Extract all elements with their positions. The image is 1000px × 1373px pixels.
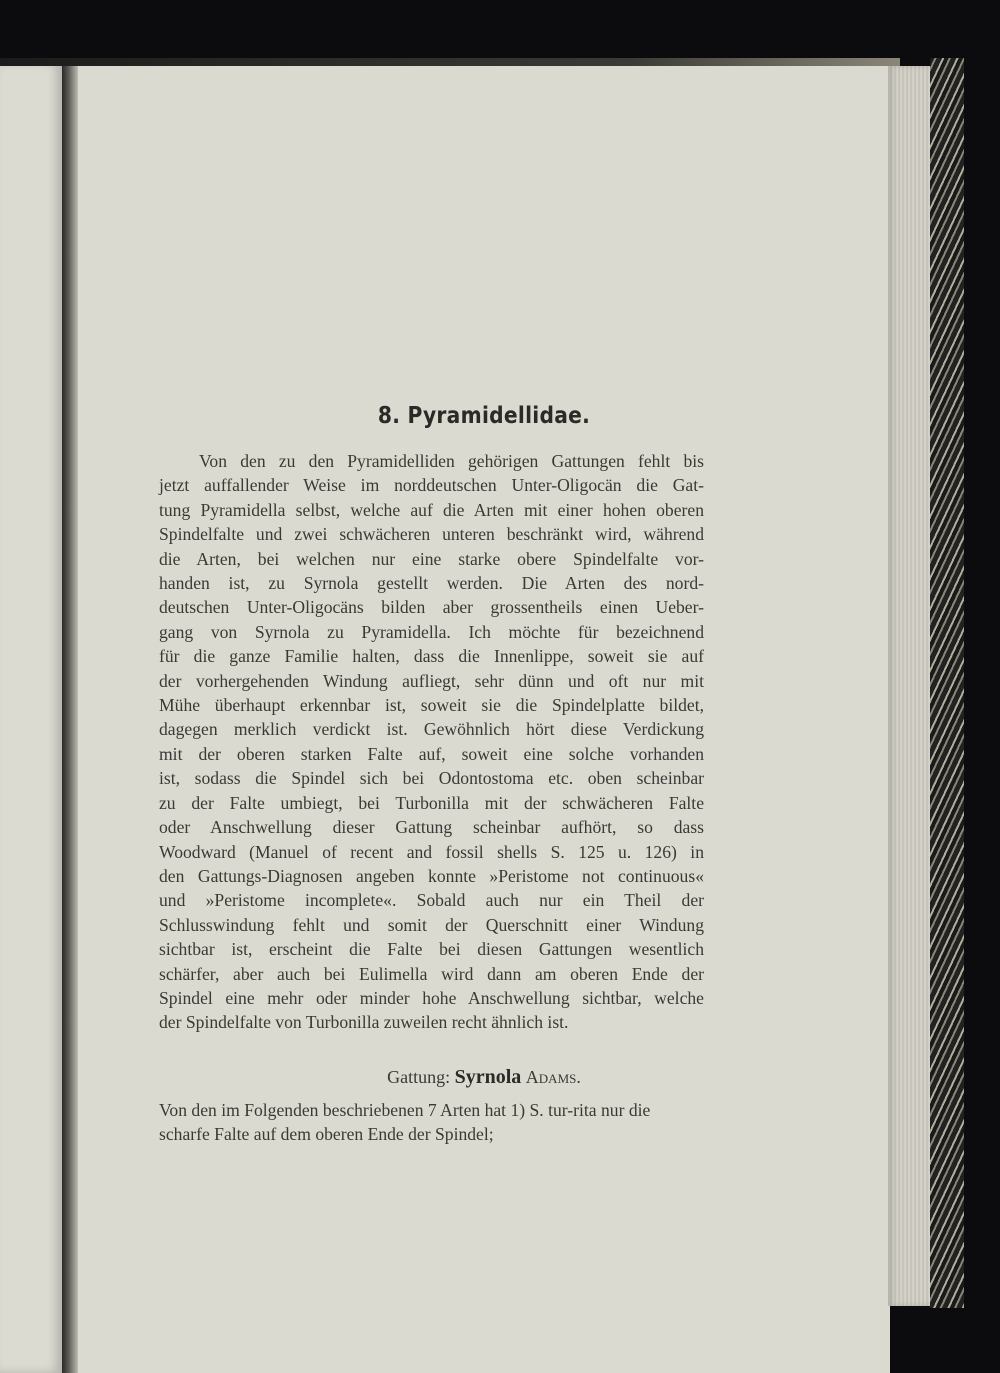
text-line: und »Peristome incomplete«. Sobald auch nur ein Theil der (159, 890, 704, 911)
text-line: oder Anschwellung dieser Gattung scheinbar aufhört, so dass (159, 817, 704, 838)
section-paragraph (159, 449, 704, 1035)
text-line: der Spindelfalte von Turbonilla zuweilen recht ähnlich ist. (159, 1012, 569, 1033)
text-line: Schlusswindung fehlt und somit der Querschnitt einer Windung (159, 914, 704, 935)
text-line: zu der Falte umbiegt, bei Turbonilla mit der schwächeren Falte (159, 792, 704, 813)
text-line: Von den zu den Pyramidelliden gehörigen Gattungen fehlt bis (199, 451, 704, 471)
text-line: rita nur die scharfe Falte auf dem oberen Ende der Spindel; (159, 1100, 651, 1145)
text-line: gang von Syrnola zu Pyramidella. Ich möchte für bezeichnend (159, 621, 704, 642)
text-line: Woodward (Manuel of recent and fossil shells S. 125 u. 126) in (159, 841, 704, 862)
book-top-edge (0, 58, 900, 66)
text-line: Von den im Folgenden beschriebenen 7 Arten hat 1) S. tur- (159, 1100, 574, 1120)
text-line: die Arten, bei welchen nur eine starke obere Spindelfalte vor- (159, 548, 704, 569)
genus-paragraph (159, 1098, 704, 1147)
subheading-prefix: Gattung: (387, 1067, 451, 1087)
text-line: Spindel eine mehr oder minder hohe Anschwellung sichtbar, welche (159, 987, 704, 1008)
text-line: ist, sodass die Spindel sich bei Odontostoma etc. oben scheinbar (159, 768, 704, 789)
book-gutter (62, 62, 78, 1373)
text-line: den Gattungs-Diagnosen angeben konnte »Peristome not continuous« (159, 865, 704, 886)
text-line: Mühe überhaupt erkennbar ist, soweit sie die Spindelplatte bildet, (159, 695, 704, 716)
text-line: handen ist, zu Syrnola gestellt werden. Die Arten des nord- (159, 573, 704, 594)
text-line: mit der oberen starken Falte auf, soweit eine solche vorhanden (159, 743, 704, 764)
text-line: Spindelfalte und zwei schwächeren unteren beschränkt wird, während (159, 524, 704, 545)
section-heading: 8. Pyramidellidae. (377, 403, 591, 429)
genus-author: Adams. (525, 1067, 581, 1087)
text-line: der vorhergehenden Windung aufliegt, sehr dünn und oft nur mit (159, 670, 704, 691)
genus-name: Syrnola (454, 1066, 522, 1088)
text-line: für die ganze Familie halten, dass die Innenlippe, soweit sie auf (159, 646, 704, 667)
facing-page-edge (0, 62, 62, 1373)
text-line: tung Pyramidella selbst, welche auf die Arten mit einer hohen oberen (159, 499, 704, 520)
genus-subheading (78, 1066, 890, 1089)
text-line: schärfer, aber auch bei Eulimella wird dann am oberen Ende der (159, 963, 704, 984)
text-line: deutschen Unter-Oligocäns bilden aber grossentheils einen Ueber- (159, 597, 704, 618)
text-line: jetzt auffallender Weise im norddeutschen Unter-Oligocän die Gat- (159, 475, 704, 496)
marbled-cover-edge (930, 58, 964, 1308)
text-line: sichtbar ist, erscheint die Falte bei diesen Gattungen wesentlich (159, 939, 704, 960)
text-line: dagegen merklich verdickt ist. Gewöhnlich hört diese Verdickung (159, 719, 704, 740)
page-stack-edges (888, 66, 932, 1306)
